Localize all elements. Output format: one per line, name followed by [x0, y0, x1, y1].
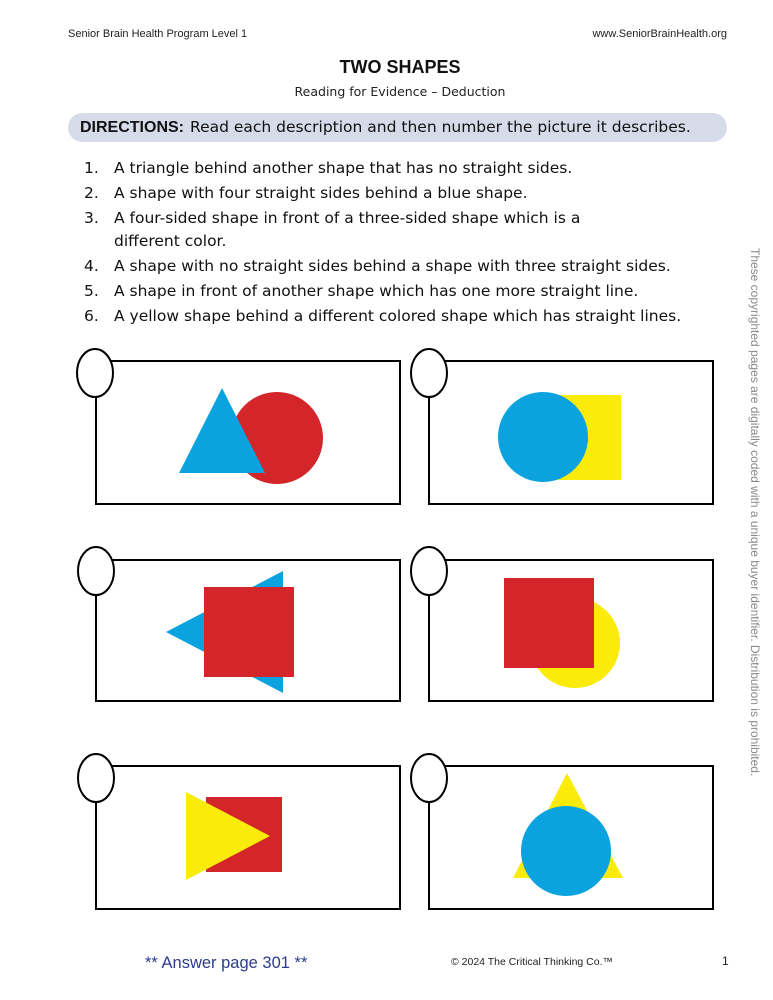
description-item-3 [84, 207, 584, 253]
red-square [504, 578, 594, 668]
answer-bubble[interactable] [78, 547, 114, 595]
blue-circle [521, 806, 611, 896]
description-text: A triangle behind another shape that has no straight sides. [114, 159, 573, 177]
description-text: A yellow shape behind a different colored shape which has straight lines. [114, 307, 682, 325]
description-number: 1. [84, 159, 99, 177]
picture-panel-6 [409, 750, 773, 922]
page-subtitle: Reading for Evidence – Deduction [294, 84, 506, 99]
description-item-5 [84, 280, 681, 303]
description-number: 6. [84, 307, 99, 325]
answer-page-reference: ** Answer page 301 ** [145, 954, 308, 972]
picture-panel-4 [409, 543, 773, 715]
description-text: A four-sided shape in front of a three-sided shape which is a different color. [114, 209, 581, 250]
description-item-2 [84, 182, 681, 205]
page-number: 1 [722, 954, 729, 968]
copyright-side-note: These copyrighted pages are digitally coded with a unique buyer identifier. Distribution is prohibited. [748, 248, 762, 777]
description-text: A shape with four straight sides behind a blue shape. [114, 184, 528, 202]
answer-bubble[interactable] [77, 349, 113, 397]
red-square [204, 587, 294, 677]
description-list [84, 157, 681, 330]
directions-banner [68, 113, 727, 142]
description-text: A shape in front of another shape which has one more straight line. [114, 282, 639, 300]
answer-bubble[interactable] [411, 547, 447, 595]
footer-copyright: © 2024 The Critical Thinking Co.™ [451, 956, 614, 968]
directions-label: DIRECTIONS: [80, 119, 184, 136]
answer-bubble[interactable] [78, 754, 114, 802]
header-program-name: Senior Brain Health Program Level 1 [68, 28, 248, 40]
description-item-6 [84, 305, 681, 328]
page-title: TWO SHAPES [339, 57, 461, 77]
description-number: 5. [84, 282, 99, 300]
picture-panel-2 [409, 345, 773, 517]
description-number: 3. [84, 209, 99, 227]
answer-bubble[interactable] [411, 349, 447, 397]
description-number: 4. [84, 257, 99, 275]
description-number: 2. [84, 184, 99, 202]
description-item-1 [84, 157, 681, 180]
answer-bubble[interactable] [411, 754, 447, 802]
header-website: www.SeniorBrainHealth.org [592, 28, 727, 40]
directions-text: Read each description and then number the picture it describes. [190, 118, 691, 136]
description-text: A shape with no straight sides behind a shape with three straight sides. [114, 257, 671, 275]
blue-circle [498, 392, 588, 482]
description-item-4 [84, 255, 681, 278]
